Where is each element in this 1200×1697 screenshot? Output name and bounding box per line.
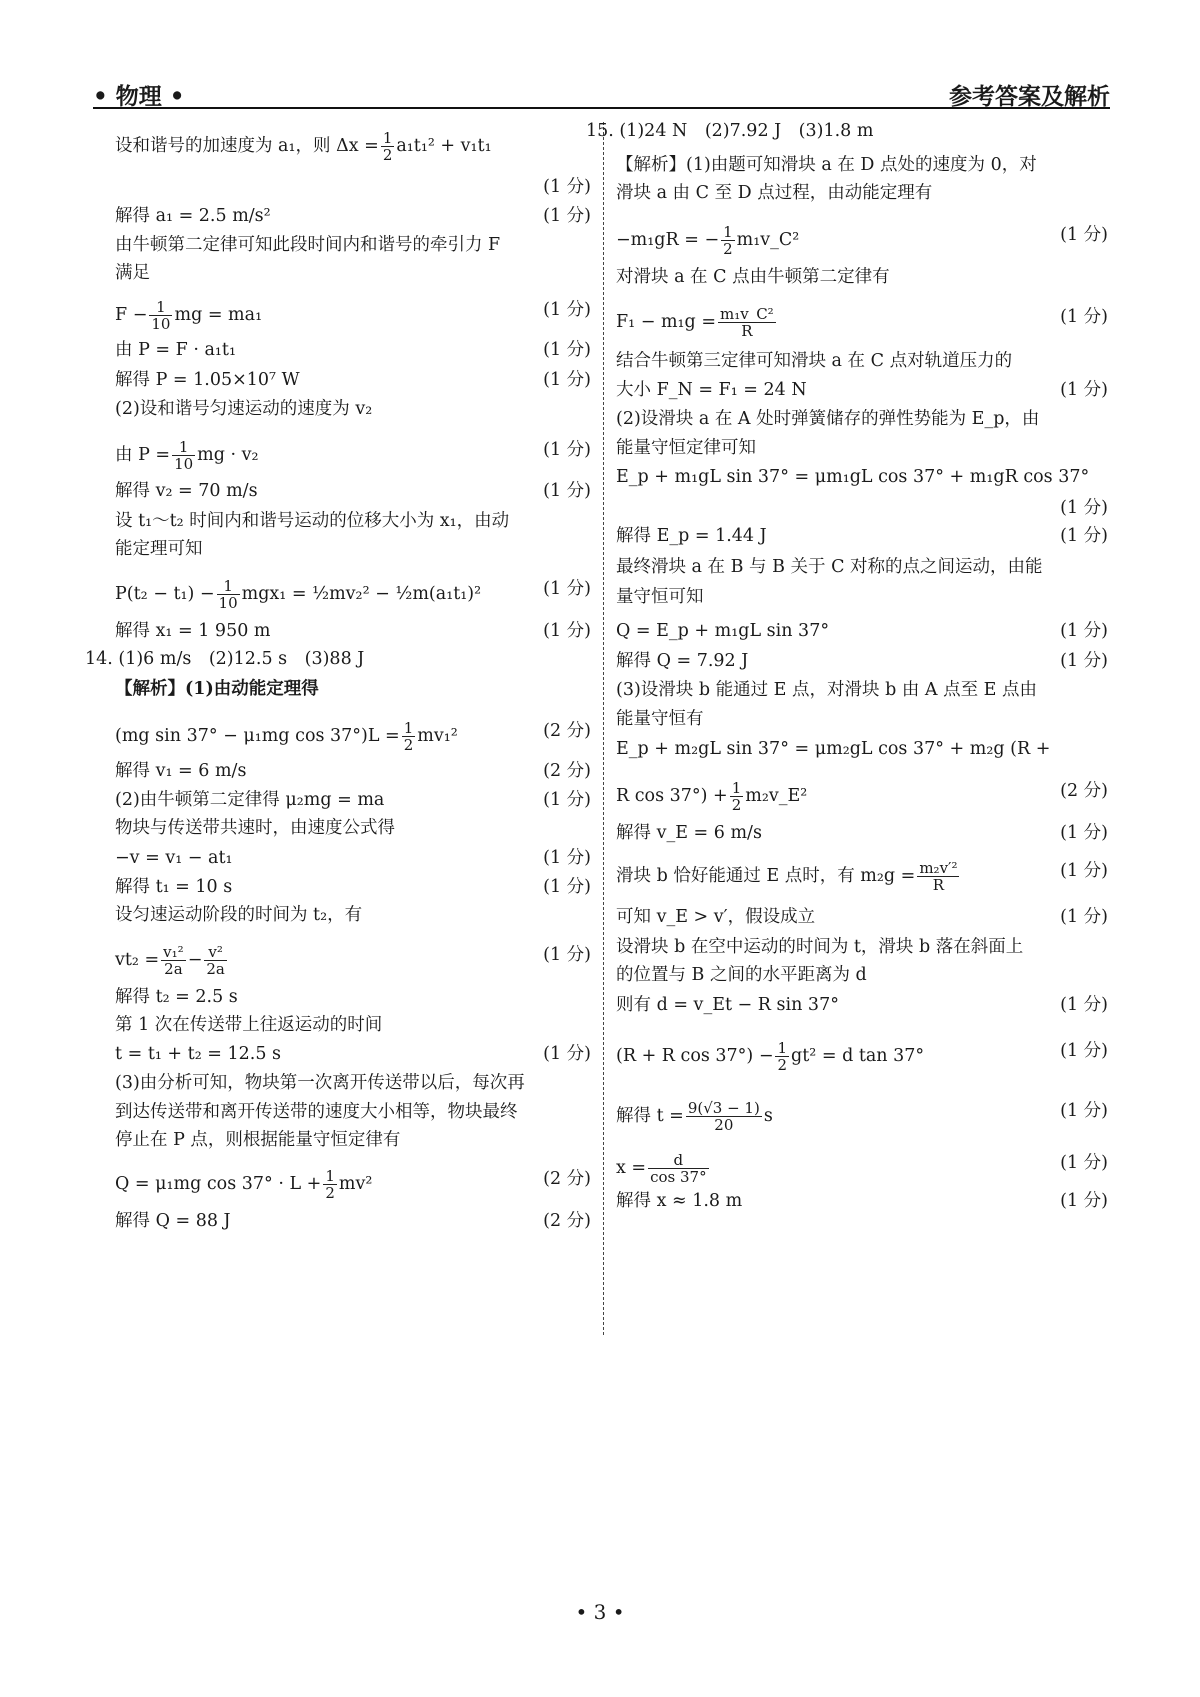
- score: (2 分): [543, 1211, 591, 1231]
- denominator: 10: [151, 315, 171, 333]
- line-text: 解得 a₁ = 2.5 m/s²: [115, 206, 271, 226]
- denominator: 2a: [164, 960, 183, 978]
- score: (1 分): [543, 848, 591, 868]
- score: (2 分): [543, 761, 591, 781]
- line-text: Q = μ₁mg cos 37° · L + $\frac{1}{2}$ mv²: [115, 1167, 373, 1202]
- line-text: 能量守恒定律可知: [616, 438, 756, 458]
- line-text: 解得 E_p = 1.44 J: [616, 526, 767, 546]
- score: (1 分): [1060, 1041, 1108, 1061]
- denominator: 10: [218, 594, 238, 612]
- fraction: [718, 306, 776, 339]
- fraction: [217, 578, 240, 611]
- line-text: 由牛顿第二定律可知此段时间内和谐号的牵引力 F: [115, 235, 501, 255]
- score: (1 分): [1060, 1101, 1108, 1121]
- line-text: −m₁gR = − $\frac{1}{2}$ m₁v_C²: [616, 223, 800, 258]
- fraction: [721, 224, 735, 257]
- fraction: [686, 1100, 762, 1133]
- line-text: t = t₁ + t₂ = 12.5 s: [115, 1044, 282, 1064]
- score: (1 分): [1060, 907, 1108, 927]
- line-text: 对滑块 a 在 C 点由牛顿第二定律有: [616, 267, 890, 287]
- line-text: 解得 v_E = 6 m/s: [616, 823, 762, 843]
- fraction: [917, 860, 959, 893]
- line-text: 解得 Q = 88 J: [115, 1211, 231, 1231]
- line-text: 第 1 次在传送带上往返运动的时间: [115, 1015, 383, 1035]
- line-text: Q = E_p + m₁gL sin 37°: [616, 621, 830, 641]
- line-text: 能量守恒有: [616, 709, 704, 729]
- line-text: −v = v₁ − at₁: [115, 848, 233, 868]
- header-subject: • 物理 •: [93, 83, 185, 110]
- line-text: (2)设滑块 a 在 A 处时弹簧储存的弹性势能为 E_p，由: [616, 409, 1040, 429]
- line-text: 滑块 b 恰好能通过 E 点时，有 m₂g = $\frac{\text{m₂v′²}}{R}$: [616, 859, 958, 894]
- line-text: 解得 x ≈ 1.8 m: [616, 1191, 743, 1211]
- line-text: F − $\frac{1}{10}$ mg = ma₁: [115, 298, 263, 333]
- score: (1 分): [1060, 1153, 1108, 1173]
- numerator: 1: [325, 1167, 335, 1185]
- line-text: vt₂ = $\frac{\text{v₁²}}{2a}$ − $\frac{\text{v²}}{2a}$: [115, 943, 225, 978]
- score: (1 分): [543, 370, 591, 390]
- denominator: 2: [723, 240, 733, 258]
- numerator: 9(√3 − 1): [687, 1099, 760, 1117]
- score: (1 分): [1060, 526, 1108, 546]
- score: (1 分): [1060, 861, 1108, 881]
- score: (1 分): [1060, 651, 1108, 671]
- line-text: (3)由分析可知，物块第一次离开传送带以后，每次再: [115, 1073, 525, 1093]
- header-rule: [93, 107, 1110, 109]
- line-text: 量守恒可知: [616, 587, 704, 607]
- line-text: 设匀速运动阶段的时间为 t₂，有: [115, 905, 363, 925]
- numerator: 1: [723, 223, 733, 241]
- line-text: 到达传送带和离开传送带的速度大小相等，物块最终: [115, 1102, 518, 1122]
- line-text: 设 t₁～t₂ 时间内和谐号运动的位移大小为 x₁，由动: [115, 511, 510, 531]
- score: (1 分): [1060, 380, 1108, 400]
- line-text: 则有 d = v_Et − R sin 37°: [616, 995, 839, 1015]
- line-text: 【解析】(1)由动能定理得: [115, 679, 319, 699]
- line-text: (2)由牛顿第二定律得 μ₂mg = ma: [115, 790, 385, 810]
- line-text: 解得 t = $\frac{9(√3 - 1)}{20}$ s: [616, 1099, 773, 1134]
- line-text: 结合牛顿第三定律可知滑块 a 在 C 点对轨道压力的: [616, 351, 1013, 371]
- score: (1 分): [543, 340, 591, 360]
- line-text: 物块与传送带共速时，由速度公式得: [115, 818, 395, 838]
- denominator: 10: [174, 455, 194, 473]
- score: (1 分): [1060, 1191, 1108, 1211]
- fraction: [402, 720, 416, 753]
- score: (1 分): [1060, 621, 1108, 641]
- line-text: 停止在 P 点，则根据能量守恒定律有: [115, 1130, 401, 1150]
- line-text: 15. (1)24 N (2)7.92 J (3)1.8 m: [586, 121, 874, 141]
- denominator: 2: [731, 796, 742, 814]
- line-text: 能定理可知: [115, 539, 203, 559]
- line-text: P(t₂ − t₁) − $\frac{1}{10}$ mgx₁ = ½mv₂² − ½m(a₁t₁)²: [115, 577, 482, 612]
- page-number: • 3 •: [575, 1600, 625, 1624]
- score: (2 分): [1060, 781, 1108, 801]
- numerator: 1: [172, 439, 195, 456]
- fraction: [381, 130, 395, 163]
- score: (1 分): [543, 300, 591, 320]
- score: (1 分): [543, 481, 591, 501]
- score: (1 分): [1060, 225, 1108, 245]
- fraction: [149, 299, 172, 332]
- header-title: 参考答案及解析: [949, 83, 1110, 110]
- numerator: 1: [217, 578, 240, 595]
- numerator: 1: [403, 719, 414, 737]
- denominator: 2: [382, 146, 393, 164]
- line-text: 解得 v₂ = 70 m/s: [115, 481, 258, 501]
- score: (2 分): [543, 1169, 591, 1189]
- fraction: [323, 1168, 337, 1201]
- score: (1 分): [543, 621, 591, 641]
- line-text: 满足: [115, 263, 150, 283]
- line-text: 解得 v₁ = 6 m/s: [115, 761, 247, 781]
- denominator: R: [741, 322, 753, 340]
- score: (1 分): [543, 877, 591, 897]
- denominator: 2: [325, 1184, 335, 1202]
- line-text: 解得 t₂ = 2.5 s: [115, 987, 238, 1007]
- line-text: 设和谐号的加速度为 a₁，则 Δx = $\frac{1}{2}$ a₁t₁² + v₁t₁: [115, 129, 492, 164]
- numerator: m₁v_C²: [719, 305, 774, 323]
- score: (1 分): [543, 206, 591, 226]
- score: (1 分): [543, 177, 591, 197]
- fraction: [204, 944, 227, 977]
- line-text: 由 P = F · a₁t₁: [115, 340, 236, 360]
- line-text: 14. (1)6 m/s (2)12.5 s (3)88 J: [85, 649, 365, 669]
- numerator: 1: [149, 299, 172, 316]
- line-text: (3)设滑块 b 能通过 E 点，对滑块 b 由 A 点至 E 点由: [616, 680, 1038, 700]
- numerator: 1: [777, 1039, 788, 1057]
- score: (1 分): [1060, 995, 1108, 1015]
- numerator: v₁²: [163, 943, 184, 961]
- line-text: (2)设和谐号匀速运动的速度为 v₂: [115, 399, 373, 419]
- numerator: 1: [382, 129, 393, 147]
- score: (1 分): [543, 579, 591, 599]
- fraction: [730, 780, 744, 813]
- line-text: 解得 Q = 7.92 J: [616, 651, 749, 671]
- score: (1 分): [543, 440, 591, 460]
- denominator: 2: [777, 1056, 788, 1074]
- line-text: 解得 P = 1.05×10⁷ W: [115, 370, 300, 390]
- denominator: cos 37°: [650, 1168, 707, 1186]
- line-text: 可知 v_E > v′，假设成立: [616, 907, 816, 927]
- fraction: [648, 1152, 708, 1185]
- numerator: v²: [204, 944, 227, 961]
- fraction: [775, 1040, 789, 1073]
- line-text: R cos 37°) + $\frac{1}{2}$ m₂v_E²: [616, 779, 808, 814]
- denominator: 2a: [206, 960, 225, 978]
- denominator: 20: [714, 1116, 734, 1134]
- score: (1 分): [1060, 823, 1108, 843]
- line-text: x = $\frac{d}{\cos 37^\circ}$: [616, 1151, 707, 1186]
- score: (1 分): [543, 945, 591, 965]
- line-text: (mg sin 37° − μ₁mg cos 37°)L = $\frac{1}{2}$ mv₁²: [115, 719, 458, 754]
- score: (1 分): [543, 1044, 591, 1064]
- denominator: 2: [403, 736, 414, 754]
- fraction: [172, 439, 195, 472]
- line-text: E_p + m₂gL sin 37° = μm₂gL cos 37° + m₂g (R +: [616, 739, 1051, 759]
- score: (1 分): [543, 790, 591, 810]
- line-text: F₁ − m₁g = $\frac{\text{m₁v\_C²}}{R}$: [616, 305, 774, 340]
- line-text: 大小 F_N = F₁ = 24 N: [616, 380, 807, 400]
- fraction: [161, 944, 186, 977]
- numerator: d: [648, 1152, 708, 1169]
- line-text: 由 P = $\frac{1}{10}$ mg · v₂: [115, 438, 259, 473]
- line-text: 滑块 a 由 C 至 D 点过程，由动能定理有: [616, 183, 933, 203]
- line-text: 的位置与 B 之间的水平距离为 d: [616, 965, 867, 985]
- line-text: 最终滑块 a 在 B 与 B 关于 C 对称的点之间运动，由能: [616, 557, 1043, 577]
- numerator: 1: [731, 779, 742, 797]
- score: (2 分): [543, 721, 591, 741]
- score: (1 分): [1060, 498, 1108, 518]
- line-text: (R + R cos 37°) − $\frac{1}{2}$ gt² = d tan 37°: [616, 1039, 925, 1074]
- score: (1 分): [1060, 307, 1108, 327]
- line-text: E_p + m₁gL sin 37° = μm₁gL cos 37° + m₁gR cos 37°: [616, 467, 1090, 487]
- column-divider: [603, 122, 604, 1335]
- denominator: R: [932, 876, 945, 894]
- line-text: 解得 x₁ = 1 950 m: [115, 621, 271, 641]
- line-text: 【解析】(1)由题可知滑块 a 在 D 点处的速度为 0，对: [616, 155, 1037, 175]
- line-text: 设滑块 b 在空中运动的时间为 t，滑块 b 落在斜面上: [616, 937, 1024, 957]
- line-text: 解得 t₁ = 10 s: [115, 877, 233, 897]
- numerator: m₂v′²: [919, 859, 958, 877]
